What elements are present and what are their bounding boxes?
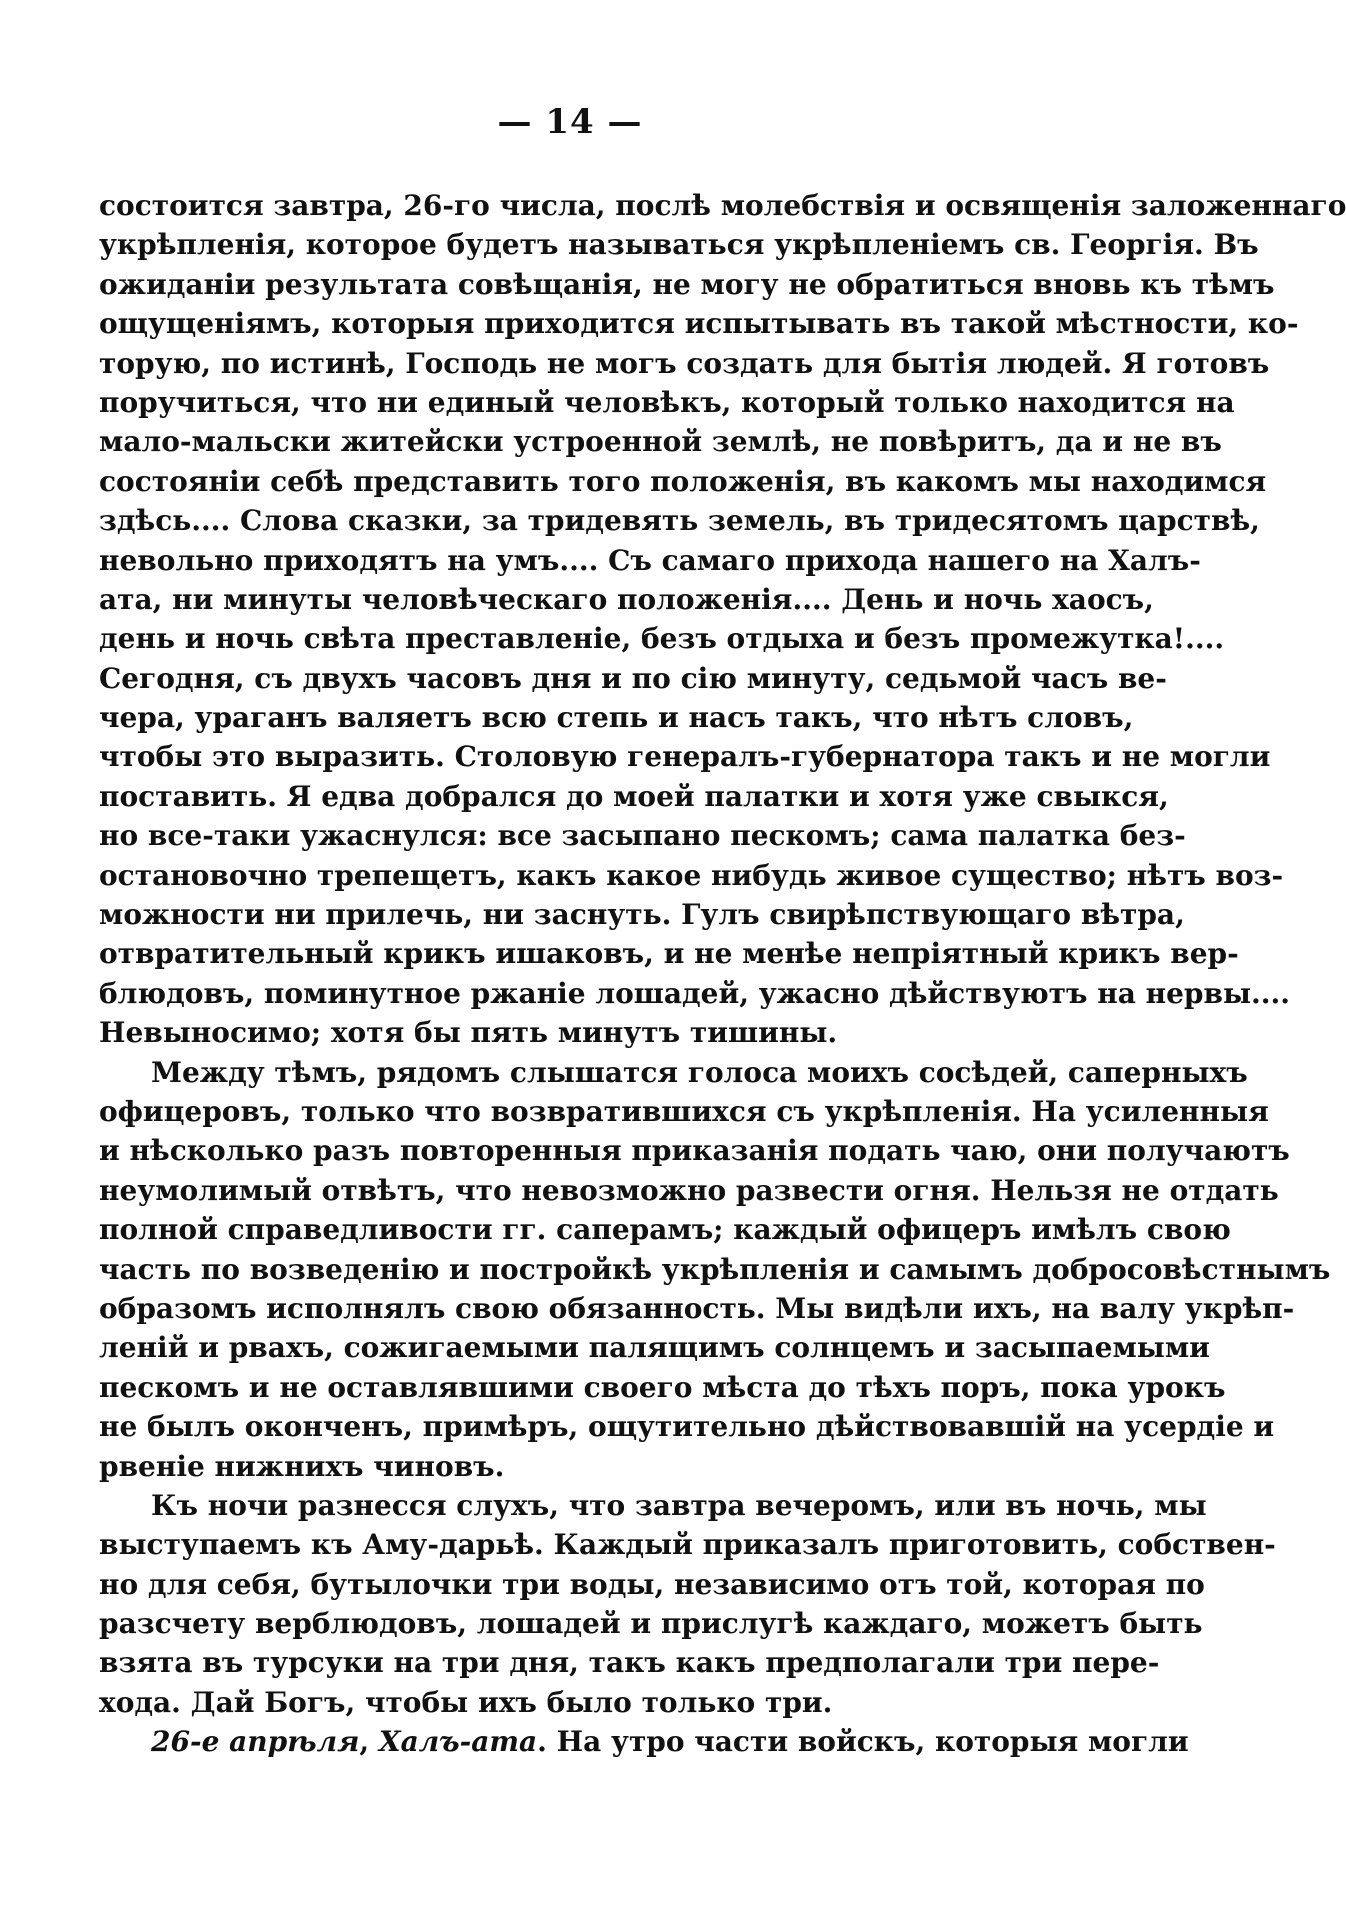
text-line: мало-мальски житейски устроенной землѣ, не повѣритъ, да и не въ xyxy=(99,425,1222,459)
paragraphs xyxy=(99,186,1346,1722)
text-line: хода. Дай Богъ, чтобы ихъ было только три. xyxy=(99,1685,833,1719)
entry-text: . На утро части войскъ, которыя могли xyxy=(537,1725,1189,1759)
text-line: леній и рвахъ, сожигаемыми палящимъ солнцемъ и засыпаемыми xyxy=(99,1331,1210,1365)
text-line: Сегодня, съ двухъ часовъ дня и по сію минуту, седьмой часъ ве- xyxy=(99,661,1167,695)
text-line: чтобы это выразить. Столовую генералъ-губернатора такъ и не могли xyxy=(99,740,1271,774)
text-line: часть по возведенію и постройкѣ укрѣпленія и самымъ добросовѣстнымъ xyxy=(99,1252,1331,1286)
text-line: офицеровъ, только что возвратившихся съ укрѣпленія. На усиленныя xyxy=(99,1094,1269,1128)
paragraph xyxy=(99,1053,1331,1486)
text-line: Къ ночи разнесся слухъ, что завтра вечеромъ, или въ ночь, мы xyxy=(151,1488,1207,1522)
text-line: Между тѣмъ, рядомъ слышатся голоса моихъ сосѣдей, саперныхъ xyxy=(151,1055,1248,1089)
text-line: поручиться, что ни единый человѣкъ, который только находится на xyxy=(99,385,1235,419)
paragraph xyxy=(99,186,1346,1053)
text-line: день и ночь свѣта преставленіе, безъ отдыха и безъ промежутка!.... xyxy=(99,622,1225,656)
text-line: полной справедливости гг. саперамъ; каждый офицеръ имѣлъ свою xyxy=(99,1213,1231,1247)
page-number: — 14 — xyxy=(497,102,643,142)
entry-place: Халъ-ата xyxy=(378,1725,538,1759)
text-line: пескомъ и не оставлявшими своего мѣста до тѣхъ поръ, пока урокъ xyxy=(99,1370,1226,1404)
text-line: неумолимый отвѣтъ, что невозможно развести огня. Нельзя не отдать xyxy=(99,1173,1279,1207)
body-text xyxy=(99,186,1346,1762)
text-line: ощущеніямъ, которыя приходится испытывать въ такой мѣстности, ко- xyxy=(99,307,1299,341)
text-line: здѣсь.... Слова сказки, за тридевять земель, въ тридесятомъ царствѣ, xyxy=(99,504,1260,538)
text-line: торую, по истинѣ, Господь не могъ создать для бытія людей. Я готовъ xyxy=(99,346,1270,380)
text-line: не былъ оконченъ, примѣръ, ощутительно дѣйствовавшій на усердіе и xyxy=(99,1410,1275,1444)
diary-entry-line xyxy=(99,1722,1189,1761)
text-line: ожиданіи результата совѣщанія, не могу не обратиться вновь къ тѣмъ xyxy=(99,267,1275,301)
text-line: остановочно трепещетъ, какъ какое нибудь живое существо; нѣтъ воз- xyxy=(99,858,1284,892)
text-line: невольно приходятъ на умъ.... Съ самаго прихода нашего на Халъ- xyxy=(99,543,1201,577)
text-line: блюдовъ, поминутное ржаніе лошадей, ужасно дѣйствуютъ на нервы.... xyxy=(99,976,1291,1010)
text-line: выступаемъ къ Аму-дарьѣ. Каждый приказалъ приготовить, собствен- xyxy=(99,1528,1276,1562)
text-line: но все-таки ужаснулся: все засыпано пескомъ; сама палатка без- xyxy=(99,819,1186,853)
text-line: рвеніе нижнихъ чиновъ. xyxy=(99,1449,505,1483)
text-line: Невыносимо; хотя бы пять минутъ тишины. xyxy=(99,1016,838,1050)
text-line: укрѣпленія, которое будетъ называться укрѣпленіемъ св. Георгія. Въ xyxy=(99,228,1259,262)
text-line: взята въ турсуки на три дня, такъ какъ предполагали три пере- xyxy=(99,1646,1160,1680)
text-line: состояніи себѣ представить того положенія, въ какомъ мы находимся xyxy=(99,464,1267,498)
text-line: отвратительный крикъ ишаковъ, и не менѣе непріятный крикъ вер- xyxy=(99,937,1239,971)
text-line: поставить. Я едва добрался до моей палатки и хотя уже свыкся, xyxy=(99,779,1169,813)
text-line: и нѣсколько разъ повторенныя приказанія подать чаю, они получаютъ xyxy=(99,1134,1290,1168)
text-line: ата, ни минуты человѣческаго положенія.... День и ночь хаосъ, xyxy=(99,582,1154,616)
text-line: можности ни прилечь, ни заснуть. Гулъ свирѣпствующаго вѣтра, xyxy=(99,898,1185,932)
paragraph xyxy=(99,1486,1276,1722)
text-line: состоится завтра, 26-го числа, послѣ молебствія и освященія заложеннаго xyxy=(99,189,1346,222)
entry-date: 26-е апрѣля xyxy=(151,1725,360,1759)
text-line: разсчету верблюдовъ, лошадей и прислугѣ каждаго, можетъ быть xyxy=(99,1607,1203,1641)
entry-separator: , xyxy=(359,1725,379,1759)
text-line: но для себя, бутылочки три воды, независимо отъ той, которая по xyxy=(99,1567,1205,1601)
text-line: образомъ исполнялъ свою обязанность. Мы видѣли ихъ, на валу укрѣп- xyxy=(99,1291,1295,1325)
text-line: чера, ураганъ валяетъ всю степь и насъ такъ, что нѣтъ словъ, xyxy=(99,701,1134,735)
